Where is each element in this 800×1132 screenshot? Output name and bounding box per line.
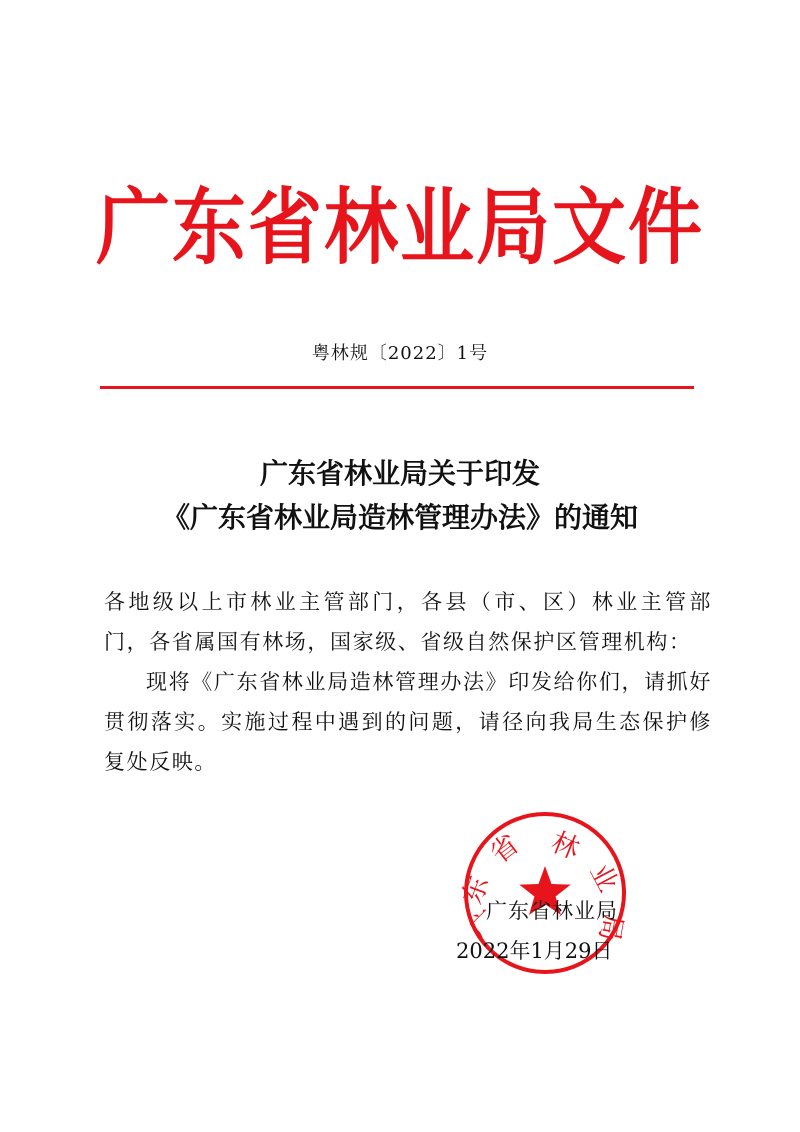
signing-date: 2022年1月29日 [456, 939, 613, 963]
notice-title [0, 452, 800, 540]
masthead-title: 广东省林业局文件 [96, 179, 704, 277]
notice-body [104, 582, 712, 782]
svg-text:业: 业 [583, 858, 624, 898]
recipients-paragraph: 各地级以上市林业主管部门，各县（市、区）林业主管部门，各省属国有林场，国家级、省级自然保护区管理机构： [104, 590, 712, 654]
svg-text:局: 局 [592, 911, 628, 944]
main-paragraph: 现将《广东省林业局造林管理办法》印发给你们，请抓好贯彻落实。实施过程中遇到的问题，请径向我局生态保护修复处反映。 [104, 670, 712, 774]
svg-text:林: 林 [546, 826, 584, 866]
notice-title-line-2: 《广东省林业局造林管理办法》的通知 [161, 501, 638, 534]
svg-text:省: 省 [484, 828, 525, 870]
svg-text:东: 东 [456, 872, 496, 909]
signing-organization: 广东省林业局 [486, 899, 618, 923]
svg-text:广: 广 [463, 904, 505, 946]
red-divider-line [100, 386, 694, 389]
notice-title-line-1: 广东省林业局关于印发 [259, 457, 540, 490]
document-number: 粤林规〔2022〕1号 [311, 343, 489, 364]
